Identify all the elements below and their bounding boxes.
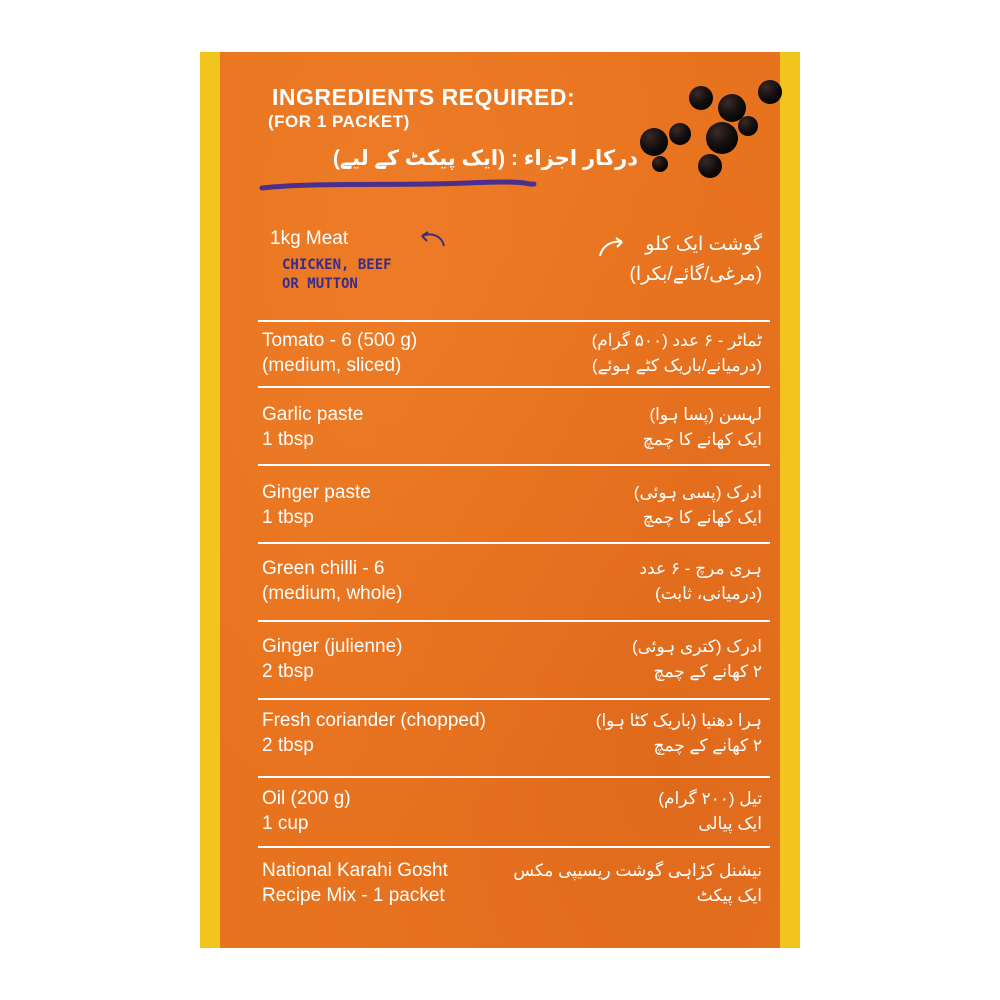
black-peppercorns-image (630, 74, 800, 184)
ingredient-urdu: تیل (۲۰۰ گرام) ایک پیالی (658, 789, 762, 833)
ingredient-urdu: لہسن (پسا ہوا) ایک کھانے کا چمچ (642, 405, 762, 449)
arrow-icon (594, 234, 628, 260)
packet-subtitle: (FOR 1 PACKET) (268, 112, 410, 131)
meat-handwritten-note: CHICKEN, BEEF OR MUTTON (282, 257, 392, 292)
ingredient-english: Ginger paste 1 tbsp (262, 482, 371, 528)
ingredient-row-meat (258, 222, 770, 322)
ingredient-row (258, 466, 770, 544)
ingredient-urdu: ادرک (کتری ہوئی) ۲ کھانے کے چمچ (631, 637, 762, 681)
ingredient-english: Garlic paste 1 tbsp (262, 404, 364, 450)
ingredient-english: Ginger (julienne) 2 tbsp (262, 636, 403, 682)
ingredient-row (258, 622, 770, 700)
ingredient-urdu: ٹماٹر - ۶ عدد (۵۰۰ گرام) (درمیانے/باریک کٹے ہوئے) (591, 331, 762, 375)
ingredient-urdu: ادرک (پسی ہوئی) ایک کھانے کا چمچ (633, 483, 762, 527)
ingredient-english: Green chilli - 6 (medium, whole) (262, 558, 403, 604)
ingredient-english: Tomato - 6 (500 g) (medium, sliced) (262, 330, 418, 376)
ingredient-urdu: ہری مرچ - ۶ عدد (درمیانی، ثابت) (639, 559, 762, 603)
ingredient-english: Oil (200 g) 1 cup (262, 788, 351, 834)
ingredient-row (258, 388, 770, 466)
ingredient-urdu: ہرا دھنیا (باریک کٹا ہوا) ۲ کھانے کے چمچ (595, 711, 762, 755)
arrow-icon (418, 228, 452, 254)
ingredient-english: Fresh coriander (chopped) 2 tbsp (262, 710, 486, 756)
meat-urdu: گوشت ایک کلو (مرغی/گائے/بکرا) (629, 234, 762, 285)
urdu-title: درکار اجزاء : (ایک پیکٹ کے لیے) (332, 147, 638, 170)
ingredient-row (258, 778, 770, 848)
ingredient-urdu: نیشنل کڑاہی گوشت ریسیپی مکس ایک پیکٹ (513, 861, 762, 905)
ingredient-row (258, 848, 770, 928)
ingredient-row (258, 320, 770, 388)
ingredient-english: National Karahi Gosht Recipe Mix - 1 packet (262, 860, 448, 906)
ingredients-title: INGREDIENTS REQUIRED: (272, 84, 576, 110)
purple-underline (258, 176, 538, 196)
ingredient-row (258, 700, 770, 778)
meat-english: 1kg Meat (270, 228, 349, 249)
ingredient-row (258, 544, 770, 622)
